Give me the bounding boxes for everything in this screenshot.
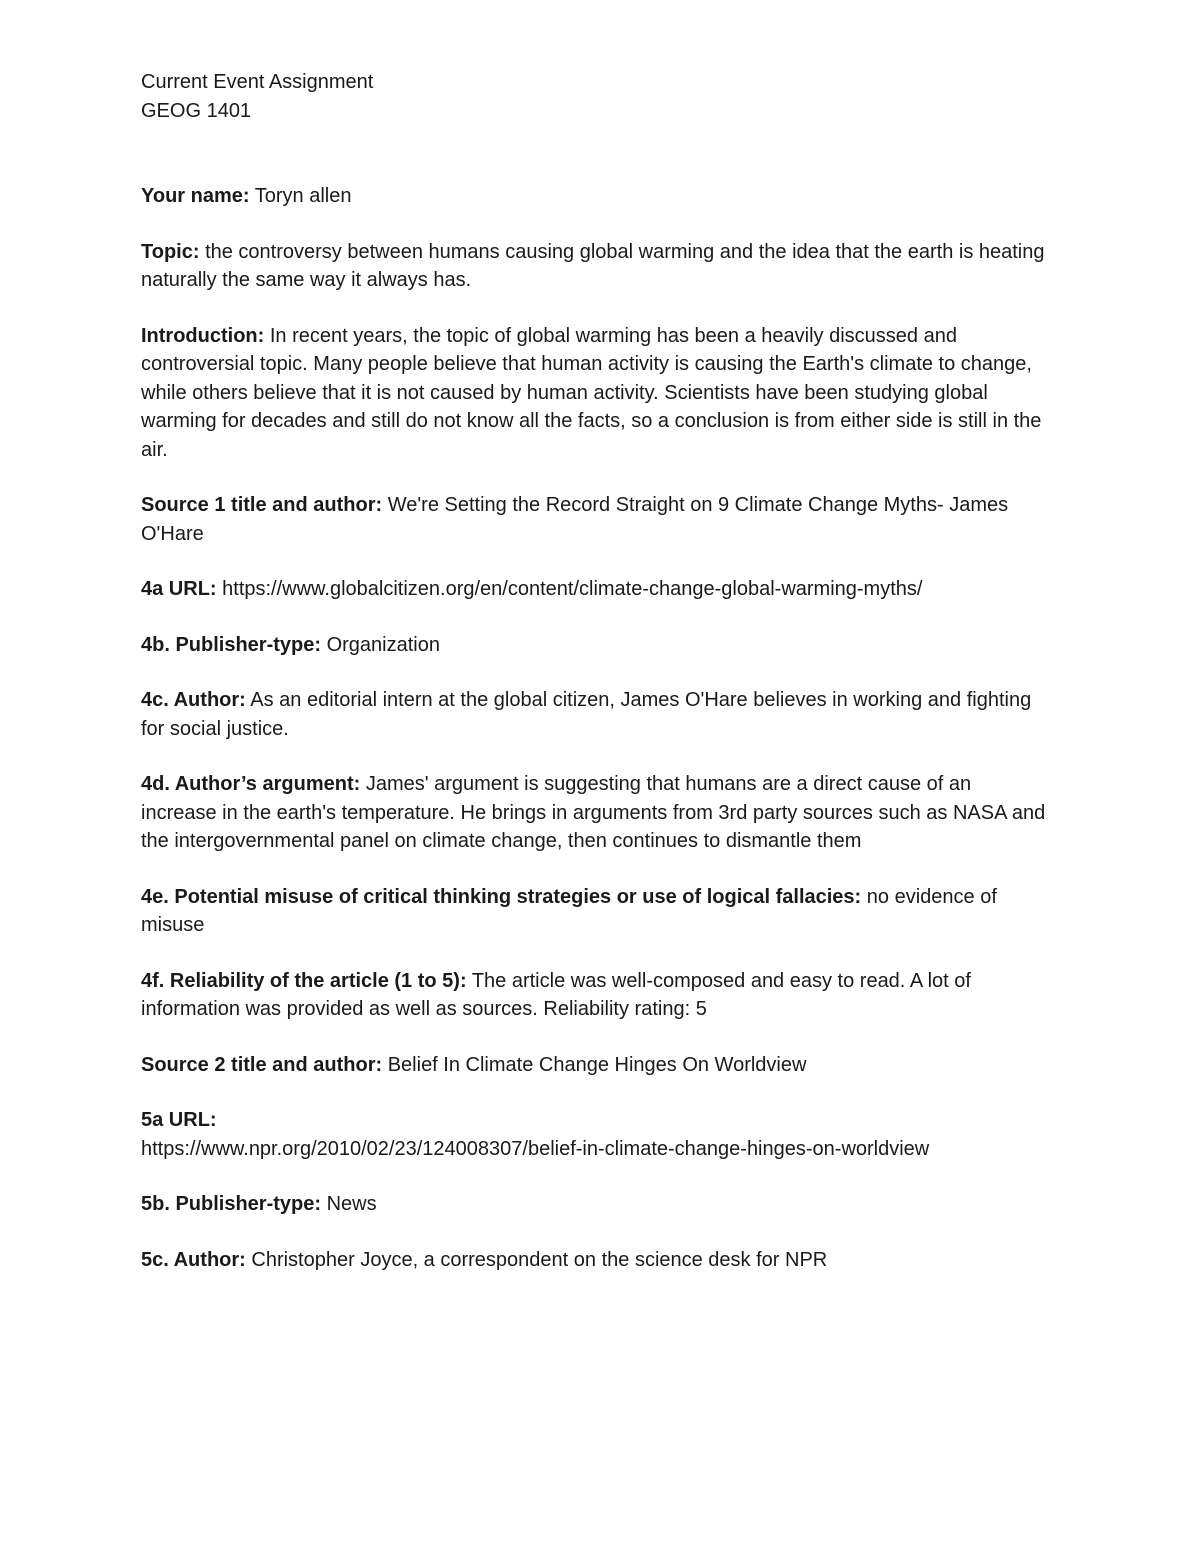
topic-value: the controversy between humans causing global warming and the idea that the earth is heating naturally the same way it always has. xyxy=(141,240,1045,291)
publisher-5b-value: News xyxy=(321,1193,377,1215)
publisher-4b-value: Organization xyxy=(321,633,440,656)
source2-field xyxy=(141,1051,1051,1080)
author-5c-field xyxy=(141,1246,1051,1275)
reliability-4f-value: The article was well-composed and easy to read. A lot of information was provided as well as sources. Reliability rating: 5 xyxy=(141,969,971,1020)
introduction-value: In recent years, the topic of global warming has been a heavily discussed and controversial topic. Many people believe that human activity is causing the Earth's climate to change, while others believe that it is not caused by human activity. Scientists have been studying global warming for decades and still do not know all the facts, so a conclusion is from either side is still in the air. xyxy=(141,324,1042,461)
publisher-5b-field xyxy=(141,1190,1051,1219)
url-5a-value: https://www.npr.org/2010/02/23/124008307/belief-in-climate-change-hinges-on-worldview xyxy=(141,1137,930,1160)
argument-4d-field xyxy=(141,770,1051,856)
url-4a-field xyxy=(141,575,1051,604)
assignment-title: Current Event Assignment xyxy=(141,71,374,93)
source2-label: Source 2 title and author: xyxy=(141,1053,383,1076)
argument-4d-label: 4d. Author’s argument: xyxy=(141,773,361,795)
author-4c-field xyxy=(141,686,1051,743)
topic-label: Topic: xyxy=(141,240,200,263)
name-field xyxy=(141,182,1051,211)
source1-value: We're Setting the Record Straight on 9 Climate Change Myths- James O'Hare xyxy=(141,494,1009,545)
name-value: Toryn allen xyxy=(249,185,352,207)
document-page xyxy=(141,68,1051,1301)
introduction-field xyxy=(141,322,1051,465)
source1-field xyxy=(141,491,1051,548)
misuse-4e-value: no evidence of misuse xyxy=(141,885,997,936)
introduction-label: Introduction: xyxy=(141,324,265,347)
reliability-4f-field xyxy=(141,967,1051,1024)
publisher-5b-label: 5b. Publisher-type: xyxy=(141,1193,322,1215)
source2-value: Belief In Climate Change Hinges On Worldview xyxy=(382,1053,807,1076)
author-5c-value: Christopher Joyce, a correspondent on the science desk for NPR xyxy=(245,1248,828,1271)
argument-4d-value: James' argument is suggesting that humans are a direct cause of an increase in the earth's temperature. He brings in arguments from 3rd party sources such as NASA and the intergovernmental panel on climate change, then continues to dismantle them xyxy=(141,773,1046,852)
author-4c-label: 4c. Author: xyxy=(141,689,246,711)
document-header xyxy=(141,68,1051,126)
url-5a-field xyxy=(141,1106,1051,1163)
name-label: Your name: xyxy=(141,185,250,207)
publisher-4b-label: 4b. Publisher-type: xyxy=(141,633,322,656)
publisher-4b-field xyxy=(141,631,1051,660)
source1-label: Source 1 title and author: xyxy=(141,494,383,516)
misuse-4e-label: 4e. Potential misuse of critical thinking strategies or use of logical fallacies: xyxy=(141,885,862,908)
url-4a-value: https://www.globalcitizen.org/en/content/climate-change-global-warming-myths/ xyxy=(216,578,923,600)
author-4c-value: As an editorial intern at the global citizen, James O'Hare believes in working and fighting for social justice. xyxy=(141,689,1032,740)
author-5c-label: 5c. Author: xyxy=(141,1248,246,1271)
url-4a-label: 4a URL: xyxy=(141,578,217,600)
misuse-4e-field xyxy=(141,883,1051,940)
reliability-4f-label: 4f. Reliability of the article (1 to 5): xyxy=(141,969,467,992)
course-code: GEOG 1401 xyxy=(141,100,252,122)
topic-field xyxy=(141,238,1051,295)
url-5a-label: 5a URL: xyxy=(141,1109,217,1131)
